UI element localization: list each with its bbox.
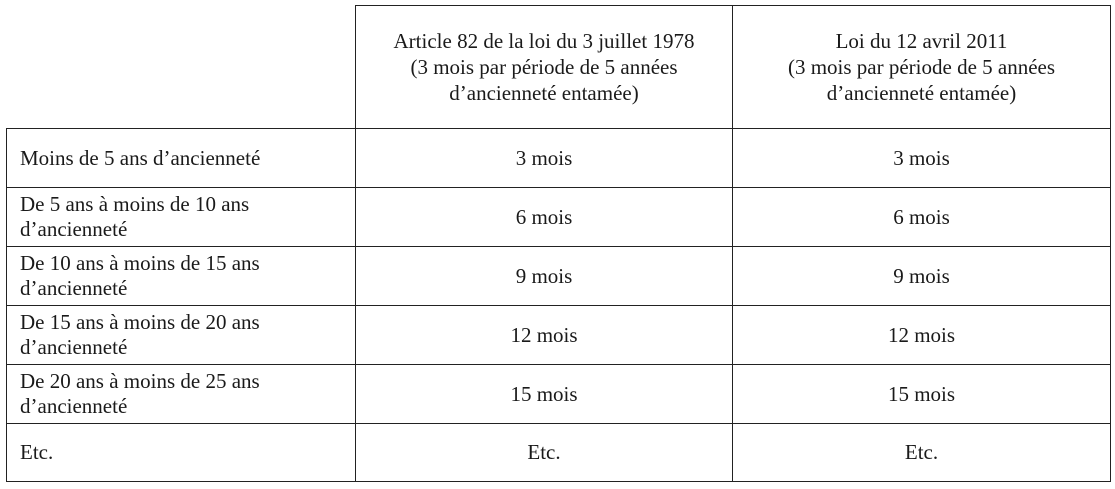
notice-value-1978: 3 mois — [356, 129, 733, 188]
seniority-label-cell — [7, 424, 356, 482]
table-row — [7, 247, 1111, 306]
notice-period-table — [6, 5, 1111, 482]
seniority-label: De 20 ans à moins de 25 ans — [20, 369, 260, 393]
notice-value-2011: 15 mois — [733, 365, 1111, 424]
table-header-row — [7, 6, 1111, 129]
notice-value-1978: 6 mois — [356, 188, 733, 247]
seniority-label: De 15 ans à moins de 20 ans — [20, 310, 260, 334]
seniority-label: Etc. — [20, 440, 54, 464]
seniority-label: De 5 ans à moins de 10 ans — [20, 192, 250, 216]
notice-value-1978: 9 mois — [356, 247, 733, 306]
column-header-subtitle-cont: d’ancienneté entamée) — [449, 81, 639, 105]
notice-value-1978: 15 mois — [356, 365, 733, 424]
seniority-label-cell — [7, 247, 356, 306]
seniority-label: De 10 ans à moins de 15 ans — [20, 251, 260, 275]
notice-value-1978: Etc. — [356, 424, 733, 482]
column-header-law-2011 — [733, 6, 1111, 129]
column-header-subtitle-cont: d’ancienneté entamée) — [826, 81, 1017, 105]
notice-value-2011: 9 mois — [733, 247, 1111, 306]
notice-value-2011: 3 mois — [733, 129, 1111, 188]
notice-value-2011: 12 mois — [733, 306, 1111, 365]
seniority-label-cell — [7, 306, 356, 365]
seniority-label-cont: d’ancienneté — [20, 394, 128, 418]
seniority-label-cont: d’ancienneté — [20, 335, 128, 359]
column-header-title: Article 82 de la loi du 3 juillet 1978 — [393, 29, 695, 53]
table-row — [7, 188, 1111, 247]
seniority-label: Moins de 5 ans d’ancienneté — [20, 145, 261, 170]
column-header-subtitle: (3 mois par période de 5 années — [410, 55, 678, 79]
notice-value-2011: Etc. — [733, 424, 1111, 482]
seniority-label-cell — [7, 365, 356, 424]
column-header-title: Loi du 12 avril 2011 — [835, 29, 1008, 53]
notice-value-2011: 6 mois — [733, 188, 1111, 247]
seniority-label-cell — [7, 129, 356, 188]
table-row — [7, 306, 1111, 365]
seniority-label-cont: d’ancienneté — [20, 276, 128, 300]
notice-value-1978: 12 mois — [356, 306, 733, 365]
table-row — [7, 424, 1111, 482]
empty-corner-cell — [7, 6, 356, 129]
seniority-label-cont: d’ancienneté — [20, 217, 128, 241]
table-row — [7, 365, 1111, 424]
column-header-law-1978 — [356, 6, 733, 129]
column-header-subtitle: (3 mois par période de 5 années — [787, 55, 1056, 79]
seniority-label-cell — [7, 188, 356, 247]
table-row — [7, 129, 1111, 188]
